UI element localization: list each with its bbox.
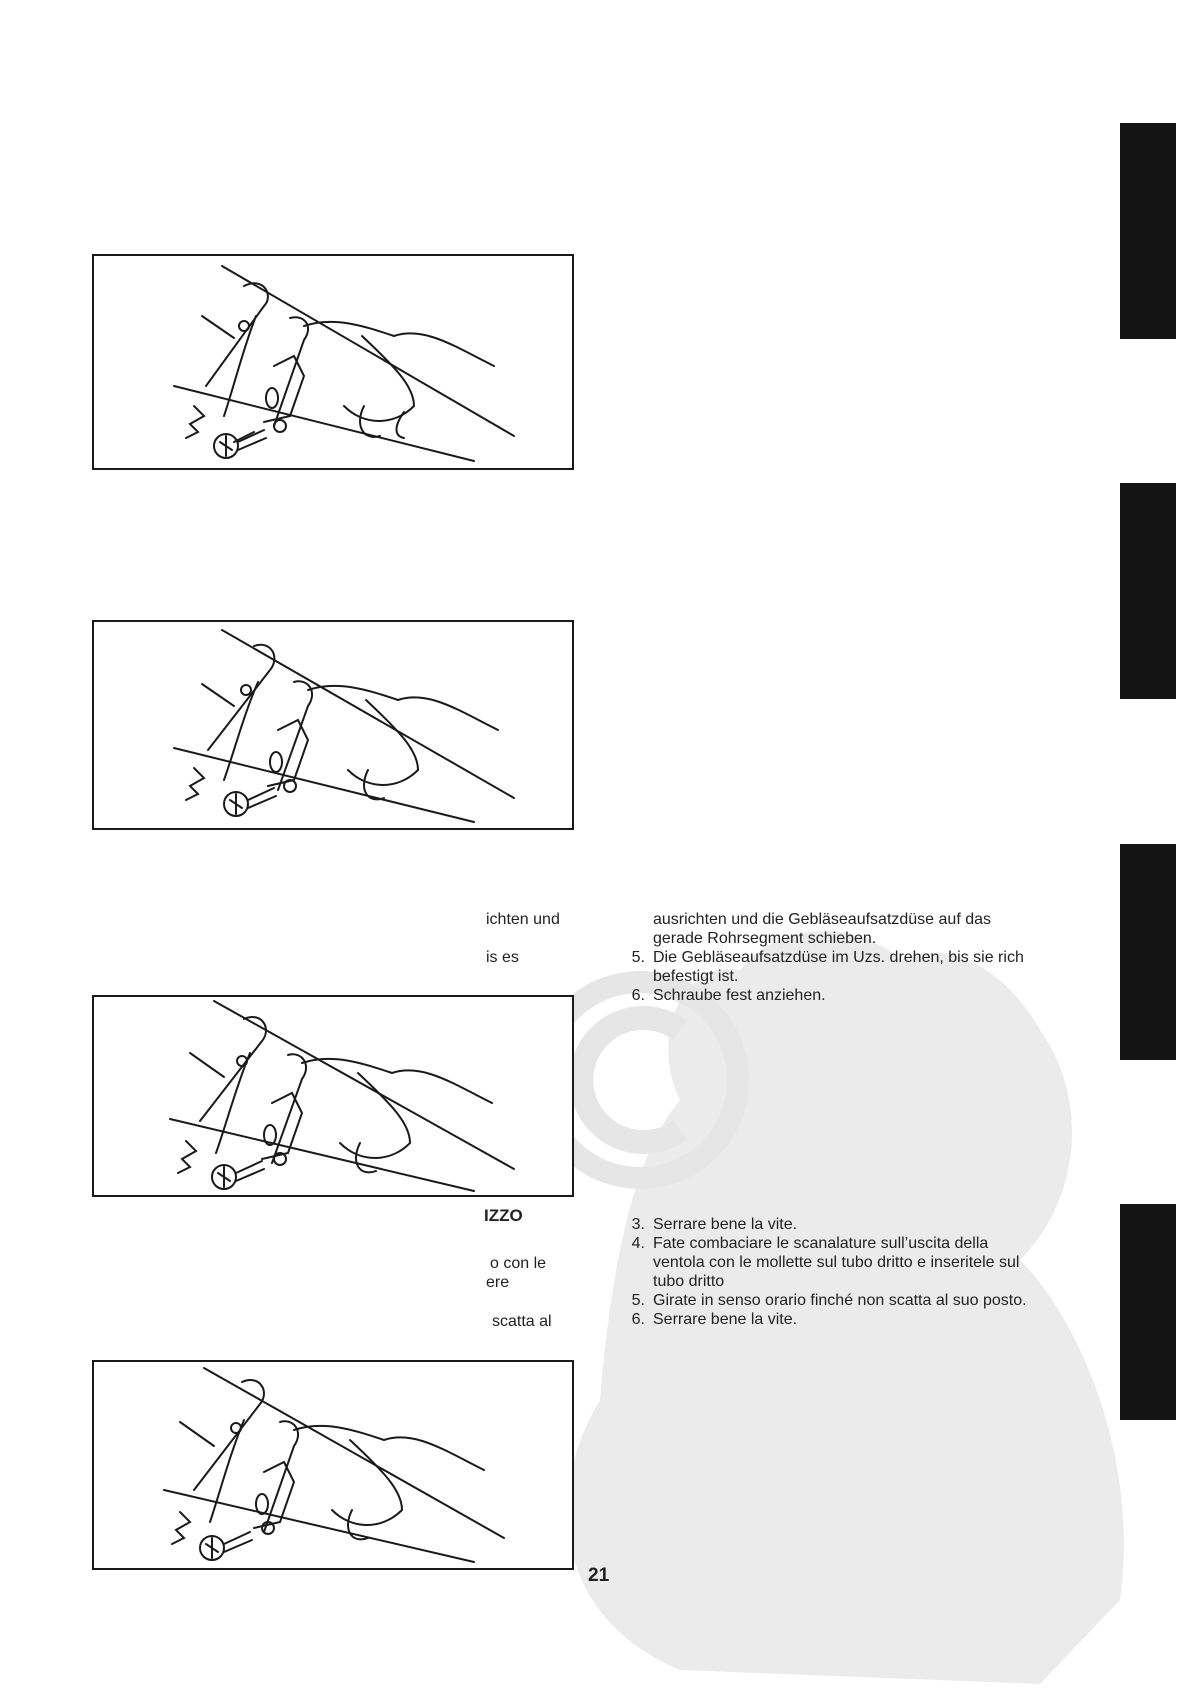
page-number: 21 xyxy=(588,1565,610,1586)
list-item xyxy=(618,1291,1090,1310)
list-item xyxy=(618,929,1090,948)
step-number: 6. xyxy=(631,987,645,1004)
instruction-text: Serrare bene la vite. xyxy=(653,1311,798,1328)
figure-nozzle-4 xyxy=(92,1360,574,1570)
list-item xyxy=(618,1215,1090,1234)
list-item xyxy=(618,948,1090,967)
instruction-text: Serrare bene la vite. xyxy=(653,1216,798,1233)
step-number: 4. xyxy=(631,1235,645,1252)
instruction-text: gerade Rohrsegment schieben. xyxy=(653,930,877,947)
text-fragment: ichten und xyxy=(486,911,560,928)
step-number: 5. xyxy=(631,949,645,966)
instruction-text: befestigt ist. xyxy=(653,968,739,985)
instruction-text: Fate combaciare le scanalature sull’uscita della xyxy=(653,1235,989,1252)
language-tab-1 xyxy=(1120,123,1176,339)
language-tab-4 xyxy=(1120,1204,1176,1420)
text-fragment: ere xyxy=(486,1274,510,1291)
language-tab-2 xyxy=(1120,483,1176,699)
list-item xyxy=(618,1234,1090,1253)
instruction-text: Girate in senso orario finché non scatta al suo posto. xyxy=(653,1292,1027,1309)
instruction-text: ausrichten und die Gebläseaufsatzdüse auf das xyxy=(653,911,992,928)
language-tab-3 xyxy=(1120,844,1176,1060)
figure-nozzle-3 xyxy=(92,995,574,1197)
german-instructions xyxy=(618,910,1090,1005)
step-number: 6. xyxy=(631,1311,645,1328)
nozzle-screw-illustration-icon xyxy=(94,1362,572,1568)
figure-nozzle-1 xyxy=(92,254,574,470)
list-item xyxy=(618,986,1090,1005)
instruction-text: Schraube fest anziehen. xyxy=(653,987,826,1004)
section-heading-fragment: IZZO xyxy=(484,1206,523,1225)
text-fragment: scatta al xyxy=(492,1313,552,1330)
list-item xyxy=(618,1272,1090,1291)
text-fragment: o con le xyxy=(490,1255,547,1272)
list-item xyxy=(618,910,1090,929)
instruction-text: Die Gebläseaufsatzdüse im Uzs. drehen, bis sie rich xyxy=(653,949,1024,966)
step-number: 3. xyxy=(631,1216,645,1233)
instruction-text: tubo dritto xyxy=(653,1273,725,1290)
nozzle-screw-illustration-icon xyxy=(94,256,572,468)
nozzle-screw-illustration-icon xyxy=(94,622,572,828)
list-item xyxy=(618,1310,1090,1329)
figure-nozzle-2 xyxy=(92,620,574,830)
list-item xyxy=(618,967,1090,986)
instruction-text: ventola con le mollette sul tubo dritto e inseritele sul xyxy=(653,1254,1020,1271)
nozzle-screw-illustration-icon xyxy=(94,997,572,1195)
list-item xyxy=(618,1253,1090,1272)
italian-instructions xyxy=(618,1215,1090,1329)
step-number: 5. xyxy=(631,1292,645,1309)
text-fragment: is es xyxy=(486,949,519,966)
